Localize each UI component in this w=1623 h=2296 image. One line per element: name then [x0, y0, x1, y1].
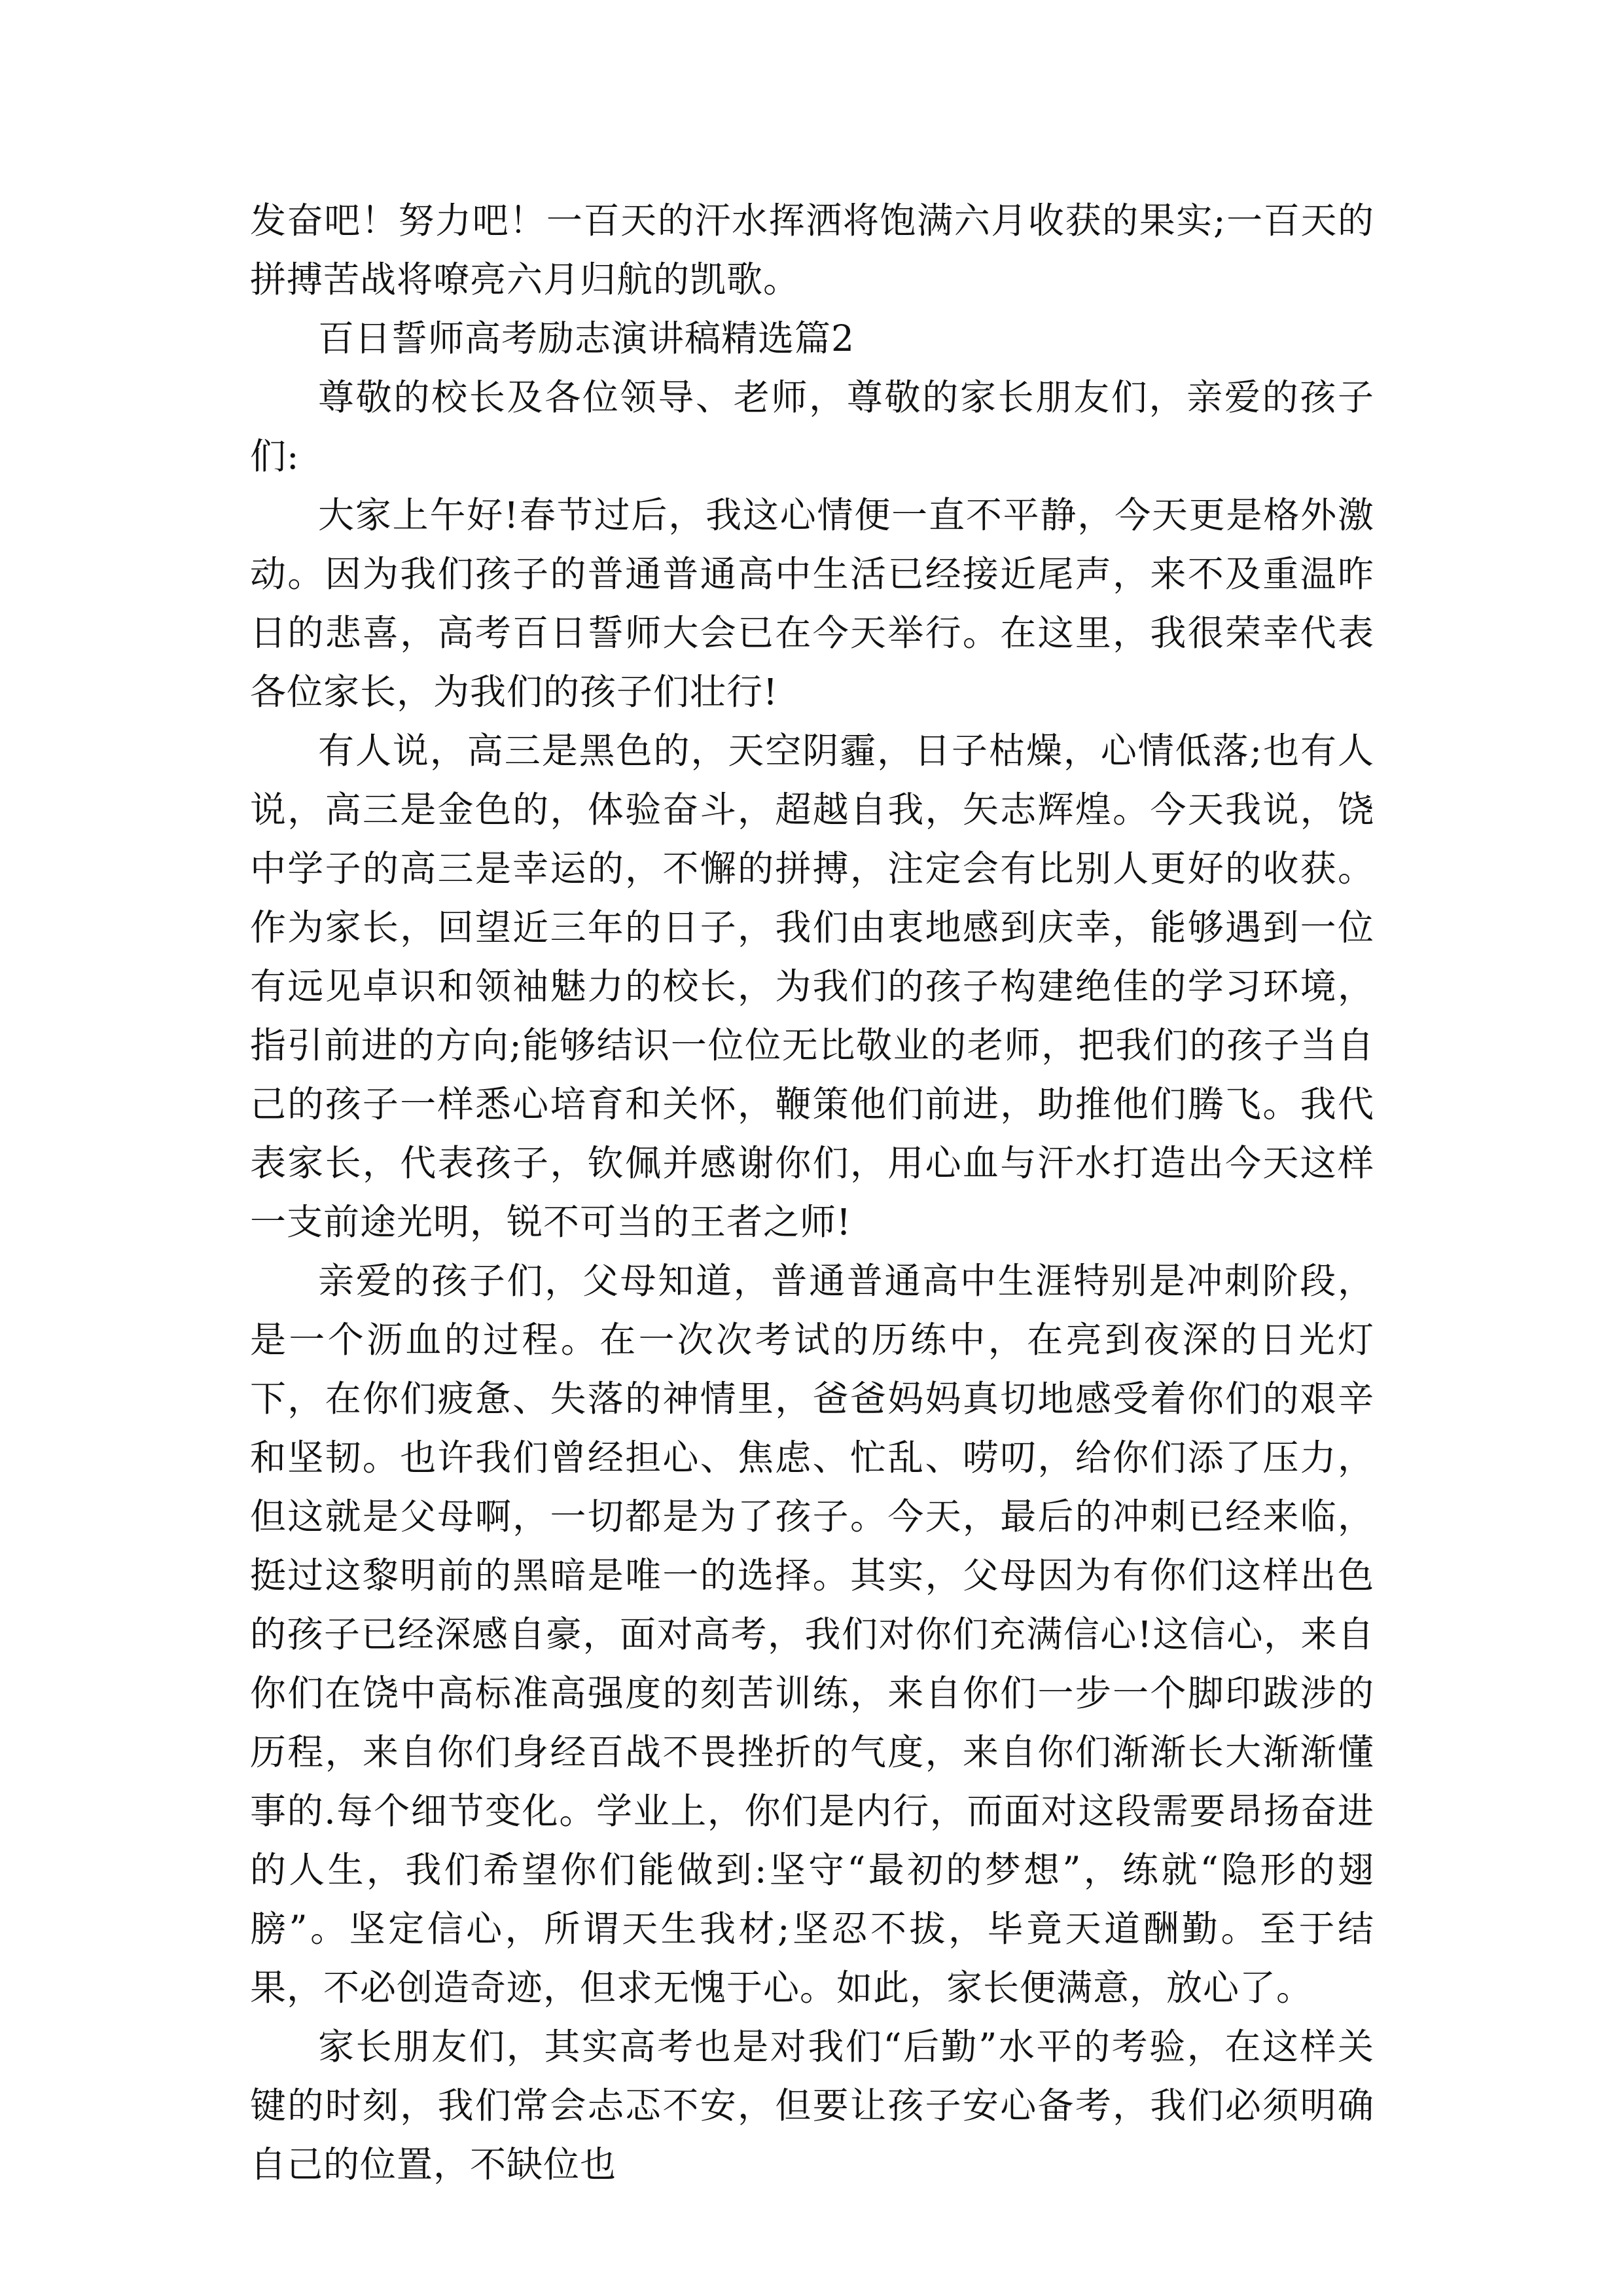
paragraph-to-children: 亲爱的孩子们，父母知道，普通普通高中生涯特别是冲刺阶段，是一个沥血的过程。在一次次考试的历练中，在亮到夜深的日光灯下，在你们疲惫、失落的神情里，爸爸妈妈真切地感受着你们的艰辛和坚韧。也许我们曾经担心、焦虑、忙乱、唠叨，给你们添了压力，但这就是父母啊，一切都是为了孩子。今天，最后的冲刺已经来临，挺过这黎明前的黑暗是唯一的选择。其实，父母因为有你们这样出色的孩子已经深感自豪，面对高考，我们对你们充满信心!这信心，来自你们在饶中高标准高强度的刻苦训练，来自你们一步一个脚印跋涉的历程，来自你们身经百战不畏挫折的气度，来自你们渐渐长大渐渐懂事的.每个细节变化。学业上，你们是内行，而面对这段需要昂扬奋进的人生，我们希望你们能做到:坚守“最初的梦想”，练就“隐形的翅膀”。坚定信心，所谓天生我材;坚忍不拔，毕竟天道酬勤。至于结果，不必创造奇迹，但求无愧于心。如此，家长便满意，放心了。 [250, 1260, 1374, 2009]
paragraph-salutation: 尊敬的校长及各位领导、老师，尊敬的家长朋友们，亲爱的孩子们: [250, 376, 1374, 477]
document-body [250, 191, 1374, 2194]
paragraph-closing-exhortation: 发奋吧！努力吧！一百天的汗水挥洒将饱满六月收获的果实;一百天的拼搏苦战将嘹亮六月归航的凯歌。 [250, 200, 1374, 300]
paragraph-senior-year: 有人说，高三是黑色的，天空阴霾，日子枯燥，心情低落;也有人说，高三是金色的，体验奋斗，超越自我，矢志辉煌。今天我说，饶中学子的高三是幸运的，不懈的拼搏，注定会有比别人更好的收获。作为家长，回望近三年的日子，我们由衷地感到庆幸，能够遇到一位有远见卓识和领袖魅力的校长，为我们的孩子构建绝佳的学习环境，指引前进的方向;能够结识一位位无比敬业的老师，把我们的孩子当自己的孩子一样悉心培育和关怀，鞭策他们前进，助推他们腾飞。我代表家长，代表孩子，钦佩并感谢你们，用心血与汗水打造出今天这样一支前途光明，锐不可当的王者之师! [250, 730, 1374, 1243]
section-heading: 百日誓师高考励志演讲稿精选篇2 [318, 317, 855, 359]
paragraph-to-parents: 家长朋友们，其实高考也是对我们“后勤”水平的考验，在这样关键的时刻，我们常会忐忑不安，但要让孩子安心备考，我们必须明确自己的位置，不缺位也 [250, 2026, 1374, 2185]
paragraph-greeting: 大家上午好!春节过后，我这心情便一直不平静，今天更是格外激动。因为我们孩子的普通普通高中生活已经接近尾声，来不及重温昨日的悲喜，高考百日誓师大会已在今天举行。在这里，我很荣幸代表各位家长，为我们的孩子们壮行! [250, 494, 1374, 713]
